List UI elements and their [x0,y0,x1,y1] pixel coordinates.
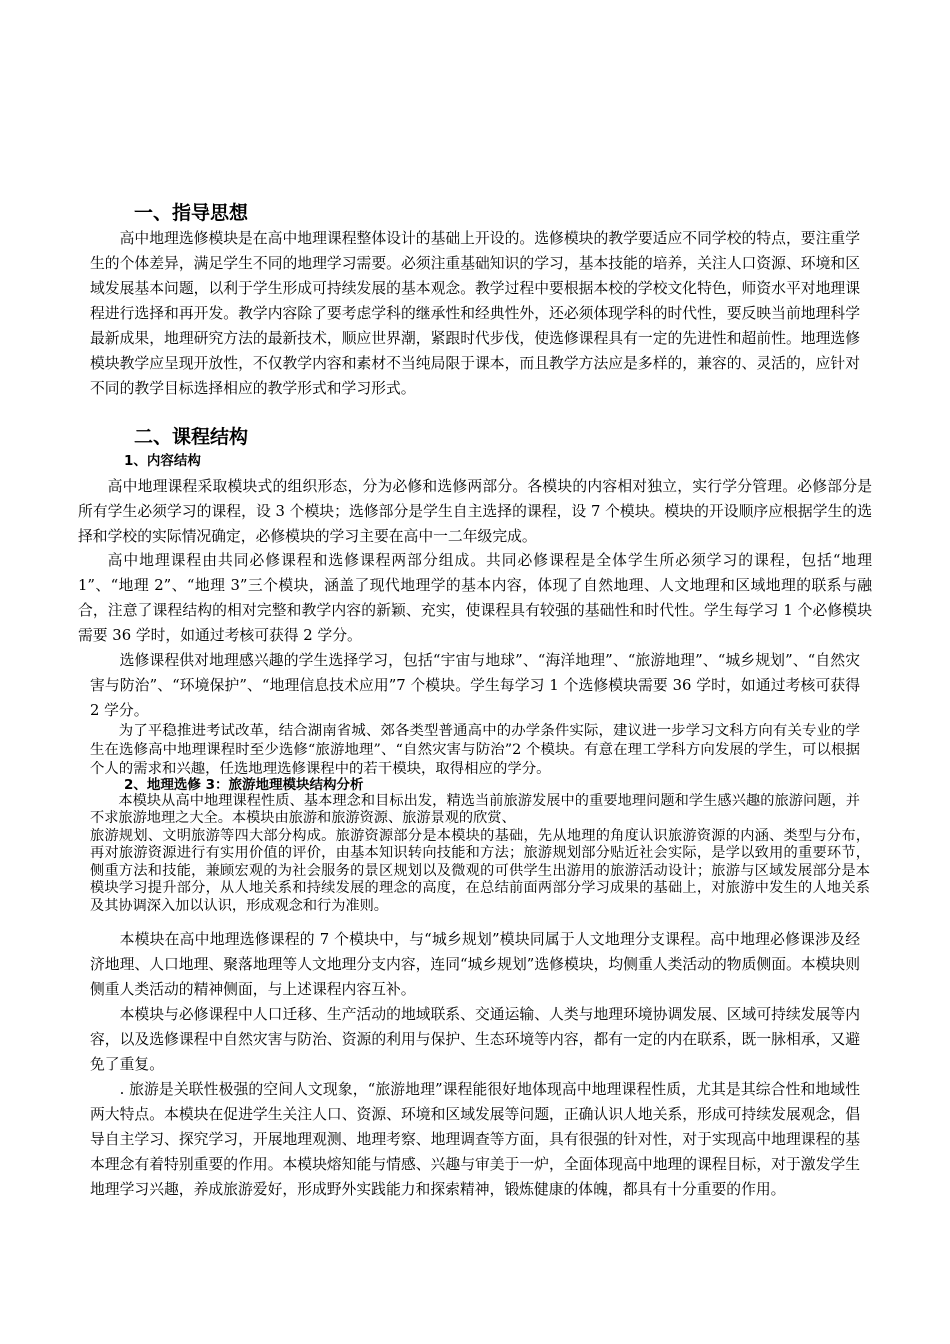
sub1-heading: 1、内容结构 [124,453,201,469]
sub2-heading: 2、地理选修 3：旅游地理模块结构分析 [124,777,364,793]
sub1-paragraph-1: 高中地理课程采取模块式的组织形态，分为必修和选修两部分。各模块的内容相对独立，实行学分管理。必修部分是所有学生必须学习的课程，设 3 个模块；选修部分是学生自主选择的课程，设 7 个模块。模块的开设顺序应根据学生的选择和学校的实际情况确定，必修模块的学习主要在高中一二年级完成。 [78,478,872,545]
sub1-paragraph-4: 为了平稳推进考试改革，结合湖南省城、郊各类型普通高中的办学条件实际，建议进一步学习文科方向有关专业的学生在选修高中地理课程时至少选修“旅游地理”、“自然灾害与防治”2 个模块。有意在理工学科方向发展的学生，可以根据个人的需求和兴趣，任选地理选修课程中的若干模块，取得相应的学分。 [90,723,860,777]
sub1-paragraph-3: 选修课程供对地理感兴趣的学生选择学习，包括“宇宙与地球”、“海洋地理”、“旅游地理”、“城乡规划”、“自然灾害与防治”、“环境保护”、“地理信息技术应用”7 个模块。学生每学习 1 个选修模块需要 36 学时，如通过考核可获得 2 学分。 [90,652,860,719]
sub2-paragraph-4: 本模块与必修课程中人口迁移、生产活动的地域联系、交通运输、人类与地理环境协调发展、区域可持续发展等内容，以及选修课程中自然灾害与防治、资源的利用与保护、生态环境等内容，都有一定的内在联系，既一脉相承，又避免了重复。 [90,1006,860,1073]
section1-heading: 一、指导思想 [134,202,249,224]
section2-heading: 二、课程结构 [134,426,249,448]
sub2-paragraph-2: 旅游规划、文明旅游等四大部分构成。旅游资源部分是本模块的基础，先从地理的角度认识旅游资源的内涵、类型与分布，再对旅游资源进行有实用价值的评价，由基本知识转向技能和方法；旅游规划部分贴近社会实际，是学以致用的重要环节，侧重方法和技能，兼顾宏观的为社会服务的景区规划以及微观的可供学生出游用的旅游活动设计；旅游与区域发展部分是本模块学习提升部分，从人地关系和持续发展的理念的高度，在总结前面两部分学习成果的基础上，对旅游中发生的人地关系及其协调深入加以认识，形成观念和行为准则。 [90,828,870,914]
sub2-paragraph-3: 本模块在高中地理选修课程的 7 个模块中，与“城乡规划”模块同属于人文地理分支课程。高中地理必修课涉及经济地理、人口地理、聚落地理等人文地理分支内容，连同“城乡规划”选修模块，均侧重人类活动的物质侧面。本模块则侧重人类活动的精神侧面，与上述课程内容互补。 [90,931,860,998]
sub2-paragraph-1: 本模块从高中地理课程性质、基本理念和目标出发，精选当前旅游发展中的重要地理问题和学生感兴趣的旅游问题，并不求旅游地理之大全。本模块由旅游和旅游资源、旅游景观的欣赏、 [90,793,860,827]
sub2-paragraph-5: . 旅游是关联性极强的空间人文现象，“旅游地理”课程能很好地体现高中地理课程性质，尤其是其综合性和地域性两大特点。本模块在促进学生关注人口、资源、环境和区域发展等问题，正确认识人地关系，形成可持续发展观念，倡导自主学习、探究学习，开展地理观测、地理考察、地理调查等方面，具有很强的针对性，对于实现高中地理课程的基本理念有着特别重要的作用。本模块熔知能与情感、兴趣与审美于一炉，全面体现高中地理的课程目标，对于激发学生地理学习兴趣，养成旅游爱好，形成野外实践能力和探索精神，锻炼健康的体魄，都具有十分重要的作用。 [90,1081,860,1198]
sub1-paragraph-2: 高中地理课程由共同必修课程和选修课程两部分组成。共同必修课程是全体学生所必须学习的课程，包括“地理 1”、“地理 2”、“地理 3”三个模块，涵盖了现代地理学的基本内容，体现了自然地理、人文地理和区域地理的联系与融合，注意了课程结构的相对完整和教学内容的新颖、充实，使课程具有较强的基础性和时代性。学生每学习 1 个必修模块需要 36 学时，如通过考核可获得 2 学分。 [78,552,872,644]
section1-paragraph: 高中地理选修模块是在高中地理课程整体设计的基础上开设的。选修模块的教学要适应不同学校的特点，要注重学生的个体差异，满足学生不同的地理学习需要。必须注重基础知识的学习，基本技能的培养，关注人口资源、环境和区域发展基本问题，以利于学生形成可持续发展的基本观念。教学过程中要根据本校的学校文化特色，师资水平对地理课程进行选择和再开发。教学内容除了要考虑学科的继承性和经典性外，还必须体现学科的时代性，要反映当前地理科学最新成果，地理研究方法的最新技术，顺应世界潮，紧跟时代步伐，使选修课程具有一定的先进性和超前性。地理选修模块教学应呈现开放性，不仅教学内容和素材不当纯局限于课本，而且教学方法应是多样的，兼容的、灵活的，应针对不同的教学目标选择相应的教学形式和学习形式。 [90,230,860,397]
